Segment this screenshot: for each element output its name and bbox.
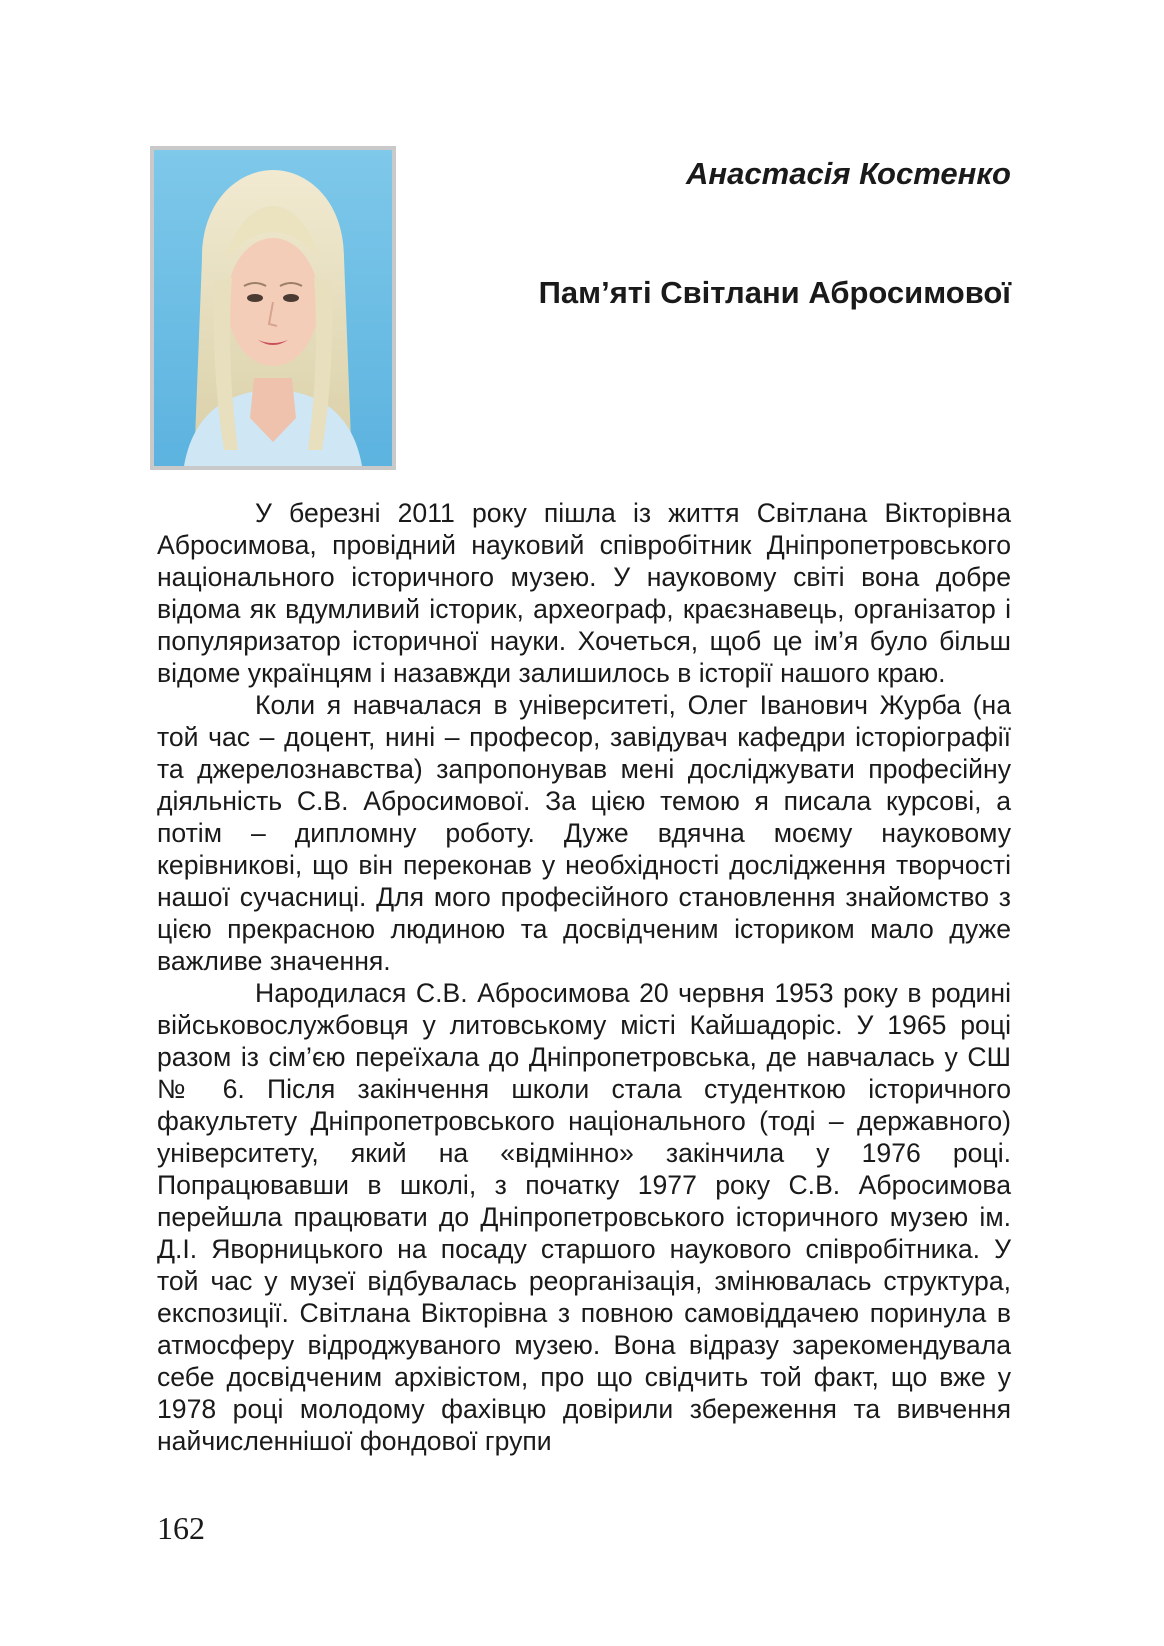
article-body (157, 497, 1011, 1457)
paragraph: Народилася С.В. Абросимова 20 червня 1953 року в родині військовослужбовця у литовському місті Кайшадоріс. У 1965 році разом із сім’єю переїхала до Дніпропетровська, де навчалась у СШ № 6. Після закінчення школи стала студенткою історичного факультету Дніпропетровського національного (тоді – державного) університету, який на «відмінно» закінчила у 1976 році. Попрацювавши в школі, з початку 1977 року С.В. Абросимова перейшла працювати до Дніпропетровського історичного музею ім. Д.І. Яворницького на посаду старшого наукового співробітника. У той час у музеї відбувалась реорганізація, змінювалась структура, експозиції. Світлана Вікторівна з повною самовіддачею поринула в атмосферу відроджуваного музею. Вона відразу зарекомендувала себе досвідченим архівістом, про що свідчить той факт, що вже у 1978 році молодому фахівцю довірили збереження та вивчення найчисленнішої фондової групи (157, 978, 1011, 1456)
article-title: Пам’яті Світлани Абросимової (538, 275, 1011, 310)
author-name: Анастасія Костенко (686, 156, 1011, 191)
paragraph: У березні 2011 року пішла із життя Світлана Вікторівна Абросимова, провідний науковий співробітник Дніпропетровського національного історичного музею. У науковому світі вона добре відома як вдумливий історик, археограф, краєзнавець, організатор і популяризатор історичної науки. Хочеться, щоб це ім’я було більш відоме українцям і назавжди залишилось в історії нашого краю. (157, 498, 1011, 688)
paragraph: Коли я навчалася в університеті, Олег Іванович Журба (на той час – доцент, нині – професор, завідувач кафедри історіографії та джерелознавства) запропонував мені досліджувати професійну діяльність С.В. Абросимової. За цією темою я писала курсові, а потім – дипломну роботу. Дуже вдячна моєму науковому керівникові, що він переконав у необхідності дослідження творчості нашої сучасниці. Для мого професійного становлення знайомство з цією прекрасною людиною та досвідченим істориком мало дуже важливе значення. (157, 690, 1011, 976)
page-number: 162 (157, 1510, 205, 1546)
author-portrait-photo (150, 146, 396, 470)
